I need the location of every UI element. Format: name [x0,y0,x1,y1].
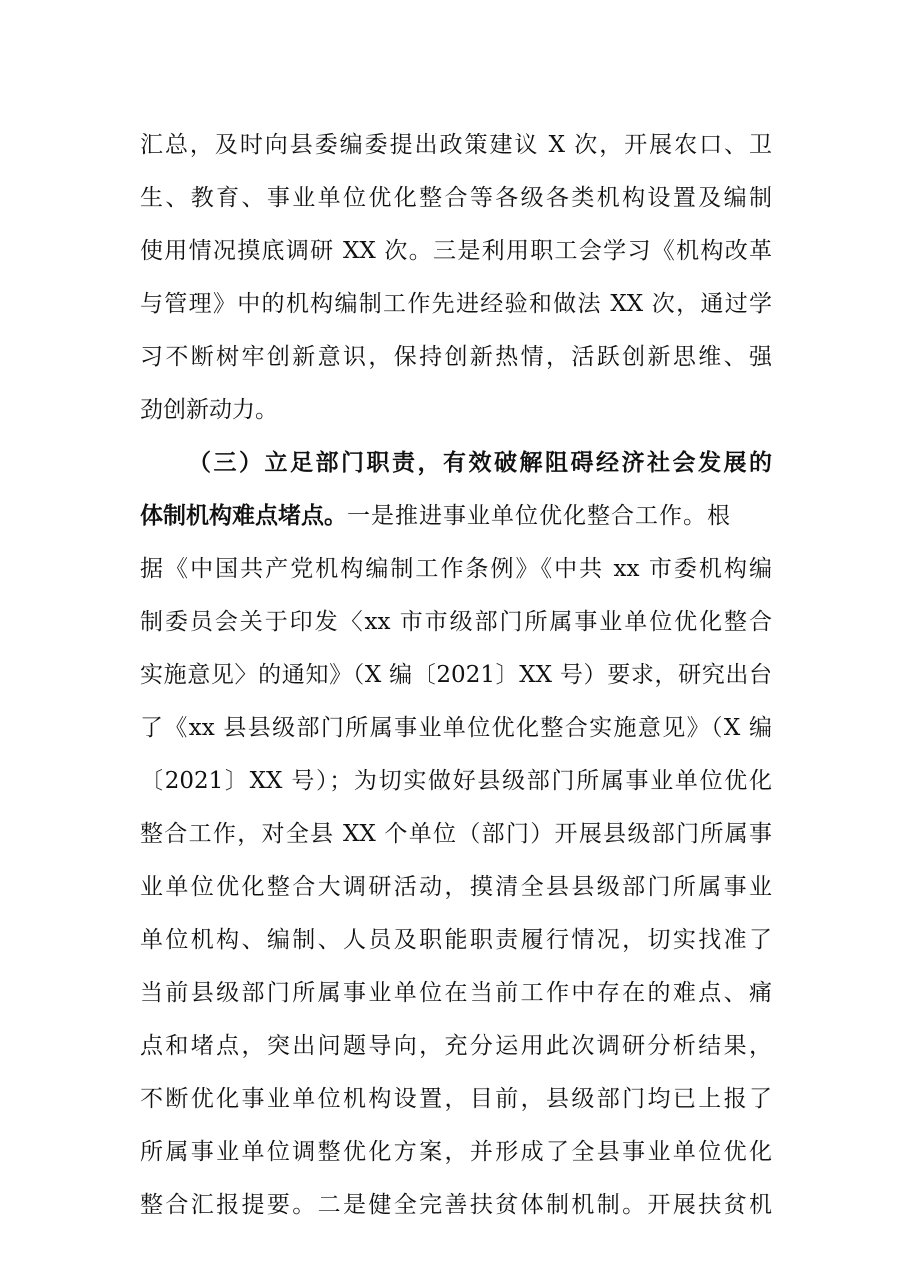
paragraph-line: 业单位优化整合大调研活动，摸清全县县级部门所属事业 [140,874,772,900]
paragraph-line: 〔2021〕XX 号）；为切实做好县级部门所属事业单位优化 [140,768,772,794]
paragraph-line: 劲创新动力。 [140,397,278,423]
paragraph-line: 了《xx 县县级部门所属事业单位优化整合实施意见》（X 编 [140,715,772,741]
paragraph-line: 制委员会关于印发〈xx 市市级部门所属事业单位优化整合 [140,609,772,635]
paragraph-line: 据《中国共产党机构编制工作条例》《中共 xx 市委机构编 [140,556,772,582]
paragraph-line: 使用情况摸底调研 XX 次。三是利用职工会学习《机构改革 [140,238,772,264]
paragraph-line: 不断优化事业单位机构设置，目前，县级部门均已上报了 [140,1086,772,1112]
paragraph-line [140,490,772,542]
paragraph-line: 习不断树牢创新意识，保持创新热情，活跃创新思维、强 [140,344,772,370]
paragraph-line: 单位机构、编制、人员及职能职责履行情况，切实找准了 [140,927,772,953]
paragraph-line: 实施意见〉的通知》（X 编〔2021〕XX 号）要求，研究出台 [140,662,772,688]
paragraph-line: 所属事业单位调整优化方案，并形成了全县事业单位优化 [140,1139,772,1165]
paragraph-line: 整合工作，对全县 XX 个单位（部门）开展县级部门所属事 [140,821,772,847]
paragraph-line: 整合汇报提要。二是健全完善扶贫体制机制。开展扶贫机 [140,1192,772,1218]
paragraph-line: 点和堵点，突出问题导向，充分运用此次调研分析结果， [140,1033,772,1059]
paragraph-line: 生、教育、事业单位优化整合等各级各类机构设置及编制 [140,185,772,211]
paragraph-line: 汇总，及时向县委编委提出政策建议 X 次，开展农口、卫 [140,132,772,158]
paragraph-line: 当前县级部门所属事业单位在当前工作中存在的难点、痛 [140,980,772,1006]
paragraph-line: 与管理》中的机构编制工作先进经验和做法 XX 次，通过学 [140,291,772,317]
paragraph-text: 一是推进事业单位优化整合工作。根 [347,503,731,529]
section-heading: （三）立足部门职责，有效破解阻碍经济社会发展的 [188,450,772,476]
section-heading-continued: 体制机构难点堵点。 [140,503,347,529]
